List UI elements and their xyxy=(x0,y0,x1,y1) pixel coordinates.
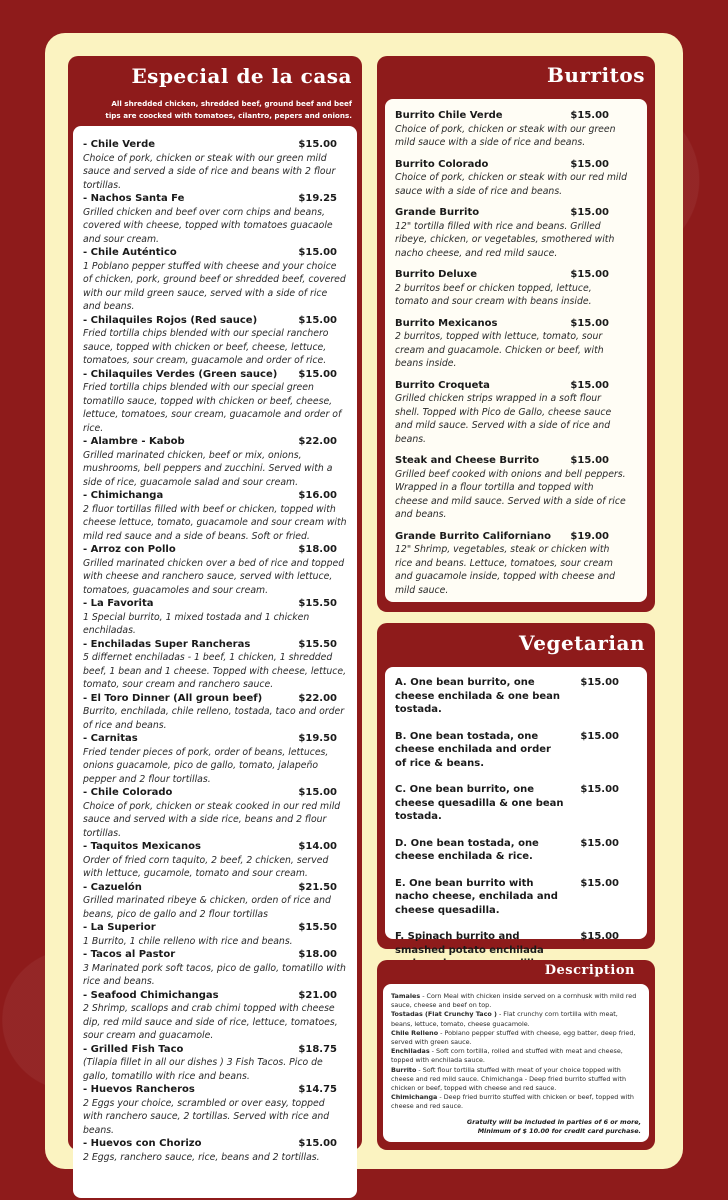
item-price: $21.00 xyxy=(298,989,337,1001)
menu-item xyxy=(83,314,347,368)
item-name: - Arroz con Pollo xyxy=(83,544,176,555)
item-price: $15.00 xyxy=(570,379,609,391)
burritos-title: Burritos xyxy=(547,63,645,87)
item-name: D. One bean tostada, one cheese enchilada & rice. xyxy=(395,837,539,862)
item-price: $18.75 xyxy=(298,1043,337,1055)
item-price: $14.00 xyxy=(298,841,337,852)
menu-item xyxy=(395,530,637,598)
menu-item xyxy=(83,921,347,948)
item-name: Burrito Deluxe xyxy=(395,269,478,280)
description-title: Description xyxy=(544,963,635,978)
menu-item xyxy=(395,837,637,864)
item-description: Burrito, enchilada, chile relleno, tostada, taco and order of rice and beans. xyxy=(83,706,345,731)
menu-item xyxy=(395,158,637,199)
especial-title: Especial de la casa xyxy=(131,64,352,88)
item-description: Fried tortilla chips blended with our special green tomatillo sauce, topped with chicken or beef, cheese, lettuce, tomatoes, sour cream, guacamole and order of rice. xyxy=(83,382,342,434)
menu-item xyxy=(83,1043,347,1084)
menu-item xyxy=(83,732,347,786)
item-name: - Chile Verde xyxy=(83,139,156,150)
description-text: - Poblano pepper stuffed with cheese, egg batter, deep fried, served with green sauce. xyxy=(391,1028,636,1047)
vegetarian-list xyxy=(395,676,637,971)
item-description: Grilled chicken and beef over corn chips and beans, covered with cheese, topped with tomatoes guacaole and sour cream. xyxy=(83,206,333,245)
item-name: - La Superior xyxy=(83,922,156,933)
menu-item xyxy=(83,435,347,489)
item-name: Grande Burrito xyxy=(395,207,480,218)
vegetarian-title: Vegetarian xyxy=(519,631,645,655)
gratuity-note-line1: Gratuity will be included in parties of 6 or more, xyxy=(466,1117,641,1126)
item-description: 3 Marinated pork soft tacos, pico de gallo, tomatillo with rice and beans. xyxy=(83,962,346,987)
item-name: A. One bean burrito, one cheese enchilada & one bean tostada. xyxy=(395,677,561,715)
item-name: - Seafood Chimichangas xyxy=(83,989,219,1001)
item-price: $15.00 xyxy=(570,269,609,280)
menu-item xyxy=(395,877,637,918)
burritos-card xyxy=(385,99,647,602)
description-term: Burrito xyxy=(391,1065,417,1074)
item-name: - Chilaquiles Verdes (Green sauce) xyxy=(83,368,278,380)
item-price: $15.00 xyxy=(580,877,619,889)
item-name: - Taquitos Mexicanos xyxy=(83,841,201,852)
item-name: - Grilled Fish Taco xyxy=(83,1043,184,1055)
description-card xyxy=(383,984,649,1142)
vegetarian-panel xyxy=(377,623,655,956)
menu-item xyxy=(83,786,347,840)
item-name: - Huevos con Chorizo xyxy=(83,1138,202,1149)
item-description: 2 burritos, topped with lettuce, tomato, sour cream and guacamole. Chicken or beef, with beans inside. xyxy=(395,331,604,369)
item-description: Choice of pork, chicken or steak with our green mild sauce with a side of rice and beans. xyxy=(395,123,616,148)
description-text: - Flat crunchy corn tortilla with meat, beans, lettuce, tomato, cheese guacamole. xyxy=(391,1010,618,1028)
description-list xyxy=(391,992,641,1112)
item-name: - La Favorita xyxy=(83,598,154,609)
item-description: Grilled marinated chicken over a bed of rice and topped with cheese and ranchero sauce, served with lettuce, tomatoes, guacamoles and sour cream. xyxy=(83,557,345,596)
description-text: - Soft flour tortilla stuffed with meat of your choice topped with cheese and red mild sauce. Chimichanga - Deep fried burrito stuffed with chicken or beef, topped with cheese and red sauce. xyxy=(391,1065,626,1093)
item-name: F. Spinach burrito and smashed potato enchilada xyxy=(395,931,544,956)
item-description: 2 Eggs your choice, scrambled or over easy, topped with ranchero sauce, 2 tortillas. Served with rice and beans. xyxy=(83,1097,330,1136)
menu-item xyxy=(395,379,637,447)
item-price: $15.00 xyxy=(570,110,609,121)
item-description: 2 Eggs, ranchero sauce, rice, beans and 2 tortillas. xyxy=(83,1151,320,1163)
item-price: $21.50 xyxy=(298,881,337,893)
item-name: C. One bean burrito, one cheese quesadilla & one bean tostada. xyxy=(395,784,564,822)
menu-item xyxy=(83,948,347,989)
item-description: 1 Burrito, 1 chile relleno with rice and beans. xyxy=(83,935,293,947)
description-term: Chile Relleno xyxy=(391,1028,439,1037)
item-price: $19.00 xyxy=(570,530,609,542)
item-description: Choice of pork, chicken or steak cooked in our red mild sauce and served with a side rice, beans and 2 flour tortillas. xyxy=(83,800,341,839)
item-price: $19.25 xyxy=(298,193,337,204)
item-price: $15.00 xyxy=(580,784,619,795)
item-description: Grilled marinated chicken, beef or mix, onions, mushrooms, bell peppers and zucchini. Served with a side of rice, guacamole salad and sour cream. xyxy=(83,449,333,488)
item-description: Order of fried corn taquito, 2 beef, 2 chicken, served with lettuce, gucamole, tomato and sour cream. xyxy=(83,854,329,879)
item-name: - Chimichanga xyxy=(83,490,164,501)
item-description: 12" tortilla filled with rice and beans. Grilled ribeye, chicken, or vegetables, smothered with nacho cheese, and red mild sauce. xyxy=(395,220,615,259)
menu-item xyxy=(395,783,637,824)
item-price: $15.50 xyxy=(298,638,337,650)
item-price: $15.00 xyxy=(580,730,619,742)
item-name: Burrito Colorado xyxy=(395,158,489,170)
menu-item xyxy=(83,597,347,638)
item-name: - Cazuelón xyxy=(83,881,142,893)
menu-item xyxy=(395,454,637,522)
item-price: $15.00 xyxy=(570,455,609,466)
description-entry xyxy=(391,1066,641,1094)
item-description: 5 differnet enchiladas - 1 beef, 1 chicken, 1 shredded beef, 1 bean and 1 cheese. Topped with cheese, lettuce, tomato, sour cream and ranchero sauce. xyxy=(83,652,347,690)
item-price: $16.00 xyxy=(298,490,337,501)
item-description: Fried tender pieces of pork, order of beans, lettuces, onions guacamole, pico de gallo, tomato, jalapeño pepper and 2 flour tortillas. xyxy=(83,746,329,785)
item-name: Burrito Chile Verde xyxy=(395,110,503,121)
item-name: - Chile Colorado xyxy=(83,787,173,798)
item-description: 2 Shrimp, scallops and crab chimi topped with cheese dip, red mild sauce and side of rice, lettuce, tomatoes, sour cream and guacamole. xyxy=(83,1003,338,1041)
description-entry xyxy=(391,992,641,1010)
item-price: $22.00 xyxy=(298,692,337,704)
menu-item xyxy=(395,206,637,260)
item-description: Fried tortilla chips blended with our special ranchero sauce, topped with chicken or beef, cheese, lettuce, tomatoes, sour cream, guacamole and order of rice. xyxy=(83,328,329,366)
item-name: - Chile Auténtico xyxy=(83,247,177,258)
description-entry xyxy=(391,1047,641,1065)
item-name: - El Toro Dinner (All groun beef) xyxy=(83,692,263,704)
item-description: Choice of pork, chicken or steak with our green mild sauce and served a side of rice and beans with 2 flour tortillas. xyxy=(83,152,336,191)
item-description: 2 burritos beef or chicken topped, lettuce, tomato and sour cream with beans inside. xyxy=(395,282,592,307)
item-name: - Alambre - Kabob xyxy=(83,436,185,447)
item-price: $18.00 xyxy=(298,949,337,960)
menu-item xyxy=(83,1137,347,1164)
especial-subtitle-line2: tips are coocked with tomatoes, cilantro, pepers and onions. xyxy=(105,111,352,120)
menu-item xyxy=(395,268,637,309)
menu-item xyxy=(395,109,637,150)
description-entry xyxy=(391,1029,641,1047)
item-name: B. One bean tostada, one cheese enchilada and order of rice & beans. xyxy=(395,730,551,769)
menu-item xyxy=(83,1083,347,1137)
menu-item xyxy=(83,638,347,692)
item-price: $18.00 xyxy=(298,544,337,555)
item-price: $15.00 xyxy=(570,158,609,170)
item-price: $19.50 xyxy=(298,733,337,744)
item-price: $22.00 xyxy=(298,436,337,447)
menu-item xyxy=(83,489,347,543)
description-entry xyxy=(391,1010,641,1028)
menu-item xyxy=(83,246,347,314)
item-price: $15.00 xyxy=(570,207,609,218)
description-text: - Soft corn tortilla, rolled and stuffed with meat and cheese, topped with enchilada sauce. xyxy=(391,1047,623,1065)
description-term: Tamales xyxy=(391,992,421,1000)
item-name: - Nachos Santa Fe xyxy=(83,193,185,204)
item-price: $15.50 xyxy=(298,598,337,609)
menu-item xyxy=(395,676,637,717)
menu-item xyxy=(83,989,347,1043)
description-entry xyxy=(391,1093,641,1111)
description-panel xyxy=(377,960,655,1150)
item-name: - Carnitas xyxy=(83,733,138,744)
especial-subtitle-line1: All shredded chicken, shredded beef, ground beef and beef xyxy=(111,99,352,108)
item-price: $15.50 xyxy=(298,922,337,933)
item-price: $15.00 xyxy=(570,317,609,329)
menu-item xyxy=(83,840,347,881)
description-text: - Deep fried burrito stuffed with chicken or beef, topped with cheese and red sauce. xyxy=(391,1093,634,1111)
gratuity-note xyxy=(391,1118,641,1136)
item-price: $15.00 xyxy=(298,1138,337,1149)
item-description: 1 Special burrito, 1 mixed tostada and 1 chicken enchiladas. xyxy=(83,611,310,636)
item-name: - Tacos al Pastor xyxy=(83,949,176,960)
item-description: 1 Poblano pepper stuffed with cheese and your choice of chicken, pork, ground beef or shredded beef, covered with our mild green sauce, served with a side of rice and beans. xyxy=(83,260,346,312)
item-price: $15.00 xyxy=(298,314,337,326)
item-description: Grilled chicken strips wrapped in a soft flour shell. Topped with Pico de Gallo, cheese sauce and mild sauce. Served with a side of rice and beans. xyxy=(395,393,612,445)
especial-card xyxy=(73,126,357,1198)
menu-item xyxy=(395,317,637,371)
menu-item xyxy=(395,730,637,771)
description-term: Enchiladas xyxy=(391,1047,430,1056)
item-description: 12" Shrimp, vegetables, steak or chicken with rice and beans. Lettuce, tomatoes, sour cream and guacamole inside, topped with cheese and mild sauce. xyxy=(395,544,616,596)
burritos-list xyxy=(395,109,637,597)
item-name: - Enchiladas Super Rancheras xyxy=(83,638,251,650)
menu-item xyxy=(83,368,347,436)
item-description: Grilled beef cooked with onions and bell peppers. Wrapped in a flour tortilla and topped with cheese and mild sauce. Served with a side of rice and beans. xyxy=(395,468,626,520)
menu-item xyxy=(83,192,347,246)
item-price: $15.00 xyxy=(580,677,619,688)
item-description: (Tilapia fillet in all our dishes ) 3 Fish Tacos. Pico de gallo, tomatillo with rice and beans. xyxy=(83,1057,323,1082)
especial-subtitle xyxy=(78,98,352,122)
item-name: Grande Burrito Californiano xyxy=(395,530,551,542)
description-text: - Corn Meal with chicken inside served on a cornhusk with mild red sauce, cheese and beef on top. xyxy=(391,992,637,1010)
item-price: $15.00 xyxy=(298,247,337,258)
vegetarian-card xyxy=(385,667,647,956)
item-name: - Huevos Rancheros xyxy=(83,1084,195,1095)
menu-item xyxy=(83,543,347,597)
item-name: Burrito Croqueta xyxy=(395,379,490,391)
item-description: 2 fluor tortillas filled with beef or chicken, topped with cheese lettuce, tomato, guacamole and sour cream with mild red sauce and a side of beans. Soft or fried. xyxy=(83,503,347,542)
item-description: Choice of pork, chicken or steak with our red mild sauce with a side of rice and beans. xyxy=(395,172,627,197)
menu-item xyxy=(83,692,347,733)
item-price: $15.00 xyxy=(298,139,337,150)
description-term: Tostadas (Flat Crunchy Taco ) xyxy=(391,1010,497,1019)
item-price: $15.00 xyxy=(580,931,619,942)
item-name: E. One bean burrito with nacho cheese, enchilada and cheese quesadilla. xyxy=(395,877,558,916)
especial-list xyxy=(83,138,347,1164)
description-term: Chimichanga xyxy=(391,1093,438,1102)
menu-item xyxy=(83,138,347,192)
burritos-panel xyxy=(377,56,655,612)
menu-item xyxy=(83,881,347,922)
item-price: $14.75 xyxy=(298,1084,337,1095)
especial-panel xyxy=(68,56,362,1163)
item-price: $15.00 xyxy=(298,787,337,798)
item-name: Burrito Mexicanos xyxy=(395,317,498,329)
item-price: $15.00 xyxy=(580,837,619,849)
item-price: $15.00 xyxy=(298,368,337,380)
item-name: Steak and Cheese Burrito xyxy=(395,455,540,466)
item-name: - Chilaquiles Rojos (Red sauce) xyxy=(83,314,258,326)
item-description: Grilled marinated ribeye & chicken, orden of rice and beans, pico de gallo and 2 flour tortillas xyxy=(83,895,331,920)
gratuity-note-line2: Minimum of $ 10.00 for credit card purchase. xyxy=(477,1126,641,1135)
